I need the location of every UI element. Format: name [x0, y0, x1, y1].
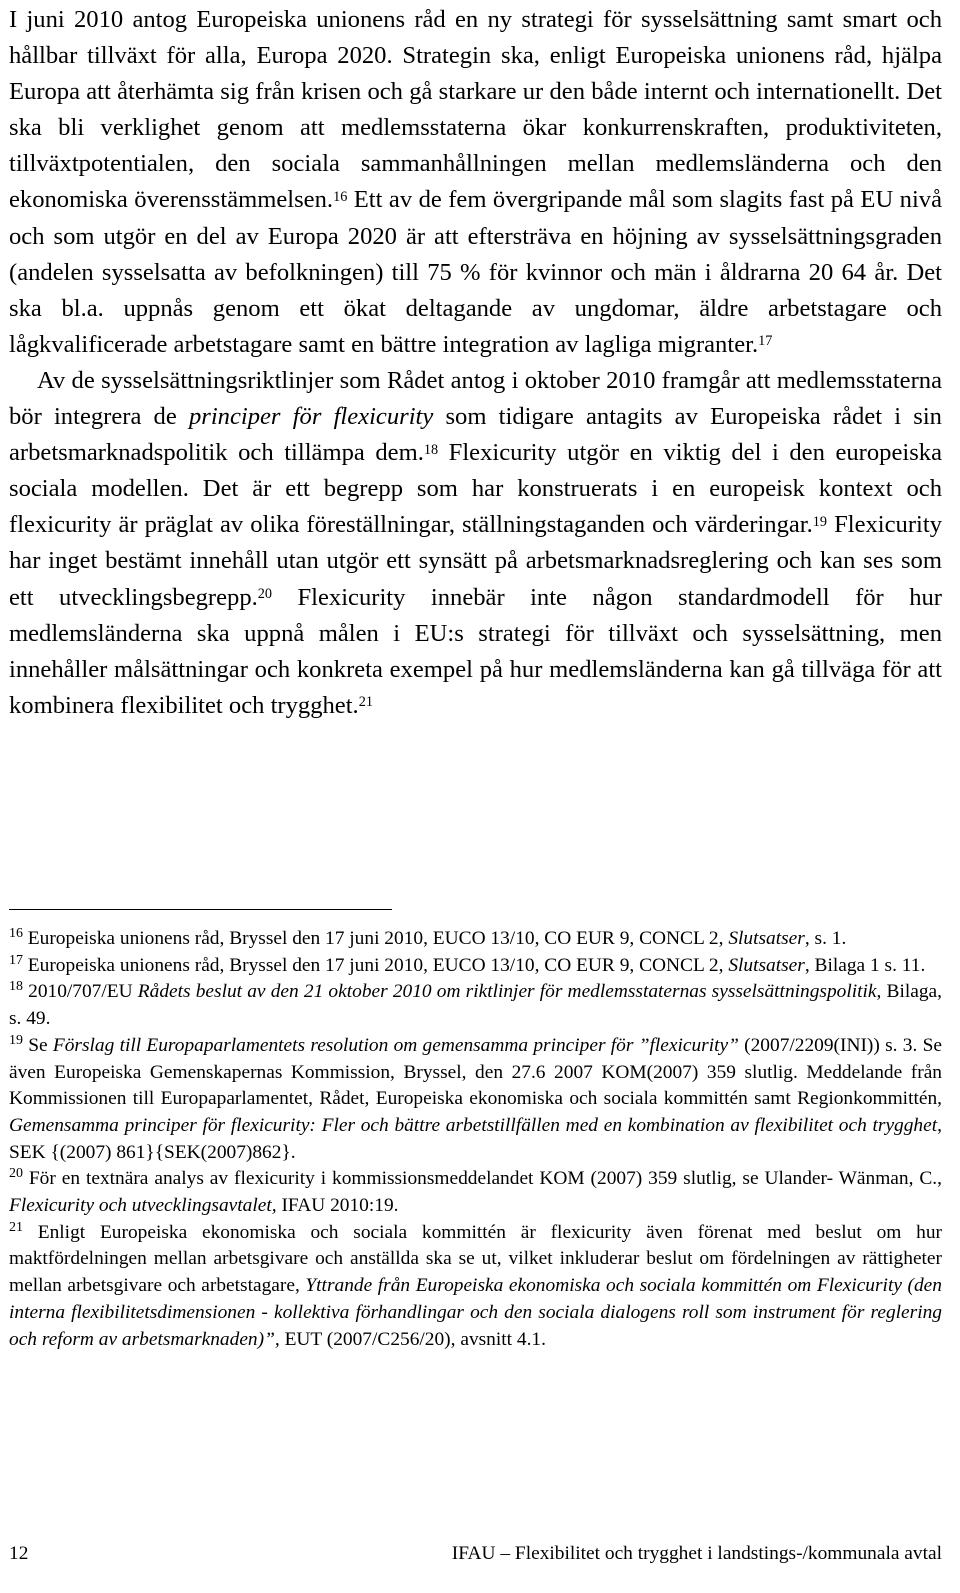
text-run: Europeiska unionens råd, Bryssel den 17 juni 2010, EUCO 13/10, CO EUR 9, CONCL 2,	[22, 954, 729, 976]
text-run: Flexicurity innebär inte någon standardmodell för hur medlemsländerna ska uppnå målen i EU:s strategi för tillväxt och sysselsättning, men innehåller målsättningar och konkreta exempel på hur medlemsländerna kan gå tillväga för att kombinera flexibilitet och trygghet.	[9, 583, 942, 719]
footnote-reference: 21	[358, 694, 373, 711]
text-run: I juni 2010 antog Europeiska unionens råd en ny strategi för sysselsättning samt smart och hållbar tillväxt för alla, Europa 2020. Strategin ska, enligt Europeiska unionens råd, hjälpa Europa att återhämta sig från krisen och gå starkare ur den både internt och internationellt. Det ska bli verklighet genom att medlemsstaterna ökar konkurrenskraften, produktiviteten, tillväxtpotentialen, den sociala sammanhållningen mellan medlemsländerna och den ekonomiska överensstämmelsen.	[9, 6, 942, 214]
footnote-reference: 16	[9, 926, 23, 942]
italic-text: Flexicurity och utvecklingsavtalet,	[9, 1195, 277, 1217]
italic-text: Yttrande från Europeiska ekonomiska och sociala kommittén om Flexicurity (den interna flexibilitetsdimensionen - kollektiva förhandlingar och den sociala dialogens roll som instrument för reglering och reform av arbetsmarknaden)”,	[9, 1275, 942, 1350]
text-run: som tidigare antagits av Europeiska rådet i sin arbetsmarknadspolitik och tillämpa dem.	[9, 403, 942, 467]
footnote	[9, 1166, 942, 1219]
italic-text: Slutsatser	[728, 928, 805, 949]
text-run: Ett av de fem övergripande mål som slagits fast på EU nivå och som utgör en del av Europa 2020 är att eftersträva en höjning av sysselsättningsgraden (andelen sysselsatta av befolkningen) till 75 % för kvinnor och män i åldrarna 20 64 år. Det ska bl.a. uppnås genom ett ökat deltagande av ungdomar, äldre arbetstagare och lågkvalificerade arbetstagare samt en bättre integration av lagliga migranter.	[9, 186, 942, 358]
footnote-reference: 19	[9, 1032, 23, 1048]
footnote-reference: 17	[758, 333, 773, 350]
running-title: IFAU – Flexibilitet och trygghet i landstings-/kommunala avtal	[451, 1543, 942, 1564]
text-run: Flexicurity har inget bestämt innehåll utan utgör ett synsätt på arbetsmarknadsreglering och kan ses som ett utvecklingsbegrepp.	[9, 511, 942, 611]
text-run: Europeiska unionens råd, Bryssel den 17 juni 2010, EUCO 13/10, CO EUR 9, CONCL 2,	[22, 928, 729, 949]
italic-text: Slutsatser	[728, 954, 805, 976]
footnote-reference: 19	[812, 513, 828, 530]
text-run: , Bilaga, s. 49.	[9, 981, 942, 1030]
footnote-reference: 17	[9, 952, 23, 968]
footnote-separator	[9, 909, 392, 910]
footnote	[9, 1220, 942, 1354]
footnote-reference: 18	[423, 441, 439, 458]
footnotes	[9, 926, 942, 1353]
text-run: För en textnära analys av flexicurity i kommissionsmeddelandet KOM (2007) 359 slutlig, se Ulander- Wänman, C.,	[22, 1168, 942, 1190]
italic-text: principer för flexicurity	[188, 403, 434, 431]
paragraph	[9, 2, 942, 363]
footnote-reference: 20	[9, 1166, 23, 1182]
text-run: , Bilaga 1 s. 11.	[804, 954, 926, 976]
text-run: , SEK {(2007) 861}{SEK(2007)862}.	[9, 1114, 942, 1163]
italic-text: Gemensamma principer för flexicurity: Fler och bättre arbetstillfällen med en kombination av flexibilitet och trygghet	[9, 1114, 938, 1136]
text-run: IFAU 2010:19.	[276, 1195, 399, 1217]
body-text	[9, 2, 942, 724]
page-number: 12	[9, 1543, 29, 1564]
text-run: Se	[22, 1034, 53, 1056]
footnote-reference: 16	[333, 189, 348, 206]
text-run: (2007/2209(INI)) s. 3. Se även Europeiska Gemenskapernas Kommission, Bryssel, den 27.6 2007 KOM(2007) 359 slutlig. Meddelande från Kommissionen till Europaparlamentet, Rådet, Europeiska ekonomiska och sociala kommittén samt Regionkommittén,	[9, 1034, 942, 1110]
italic-text: Rådets beslut av den 21 oktober 2010 om riktlinjer för medlemsstaternas sysselsättningspolitik	[137, 981, 877, 1003]
text-run: EUT (2007/C256/20), avsnitt 4.1.	[279, 1328, 546, 1350]
text-run: , s. 1.	[804, 928, 847, 949]
footnote	[9, 1033, 942, 1167]
text-run: Enligt Europeiska ekonomiska och sociala kommittén är flexicurity även förenat med beslut om hur maktfördelningen mellan arbetsgivare och anställda ska se ut, vilket inkluderar beslut om fördelningen av rättigheter mellan arbetsgivare och arbetstagare,	[9, 1221, 942, 1297]
footnote	[9, 926, 942, 953]
text-run: Flexicurity utgör en viktig del i den europeiska sociala modellen. Det är ett begrepp som har konstruerats i en europeisk kontext och flexicurity är präglat av olika föreställningar, ställningstaganden och värderingar.	[9, 439, 942, 539]
text-run: Av de sysselsättningsriktlinjer som Rådet antog i oktober 2010 framgår att medlemsstaterna bör integrera de	[9, 366, 942, 431]
footnote	[9, 979, 942, 1032]
footnote-reference: 21	[9, 1219, 23, 1235]
italic-text: Förslag till Europaparlamentets resolution om gemensamma principer för ”flexicurity”	[52, 1034, 739, 1056]
text-run: 2010/707/EU	[22, 981, 138, 1003]
paragraph	[9, 363, 942, 724]
footnote-reference: 20	[257, 586, 273, 603]
footnote	[9, 953, 942, 980]
footnote-reference: 18	[9, 979, 23, 995]
